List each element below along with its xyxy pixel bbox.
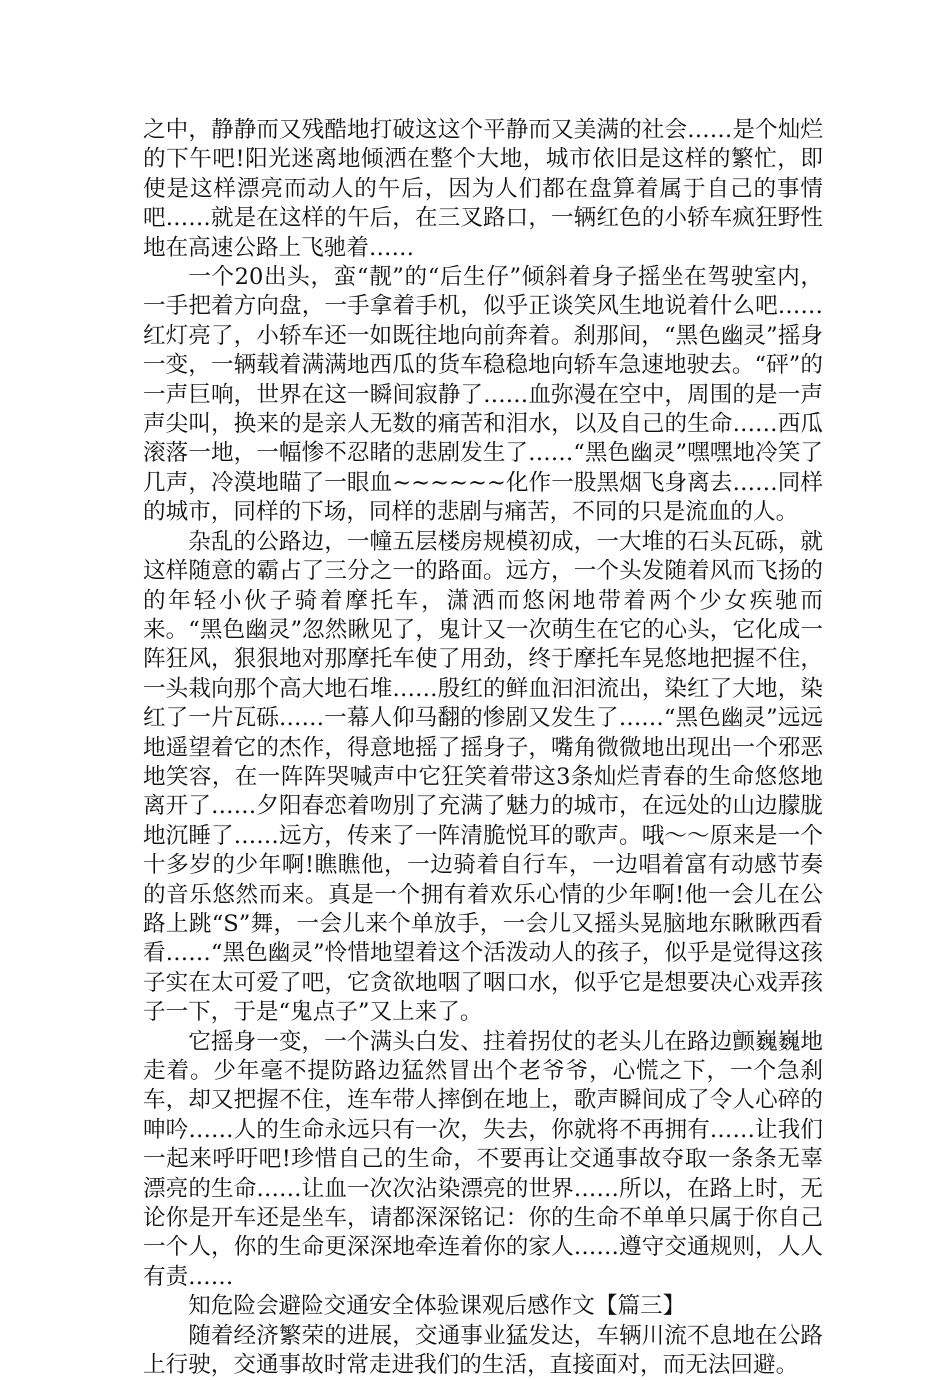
paragraph-motorcycle: 杂乱的公路边，一幢五层楼房规模初成，一大堆的石头瓦砾，就这样随意的霸占了三分之一的路面。远方，一个头发随着风而飞扬的的年轻小伙子骑着摩托车，潇洒而悠闲地带着两个少女疾驰而来。“黑色幽灵”忽然瞅见了，鬼计又一次萌生在它的心头，它化成一阵狂风，狠狠地对那摩托车使了用劲，终于摩托车晃悠地把握不住，一头栽向那个高大地石堆……殷红的鲜血汩汩流出，染红了大地，染红了一片瓦砾……一幕人仰马翻的惨剧又发生了……“黑色幽灵”远远地遥望着它的杰作，得意地摇了摇身子，嘴角微微地出现出一个邪恶地笑容，在一阵阵哭喊声中它狂笑着带这3条灿烂青春的生命悠悠地离开了……夕阳春恋着吻別了充满了魅力的城市，在远处的山边朦胧地沉睡了……远方，传来了一阵清脆悦耳的歌声。哦～～原来是一个十多岁的少年啊!瞧瞧他，一边骑着自行车，一边唱着富有动感节奏的音乐悠然而来。真是一个拥有着欢乐心情的少年啊!他一会儿在公路上跳“S”舞，一会儿来个单放手，一会儿又摇头晃脑地东瞅瞅西看看……“黑色幽灵”怜惜地望着这个活泼动人的孩子，似乎是觉得这孩子实在太可爱了吧，它贪欲地咽了咽口水，似乎它是想要决心戏弄孩子一下，于是“鬼点子”又上来了。 [143,528,823,1026]
paragraph-section-three-intro: 随着经济繁荣的进展，交通事业猛发达，车辆川流不息地在公路上行驶，交通事故时常走进我们的生活，直接面对，而无法回避。 [143,1322,823,1379]
paragraph-young-driver: 一个20出头，蛮“靓”的“后生仔”倾斜着身子摇坐在驾驶室内，一手把着方向盘，一手拿着手机，似乎正谈笑风生地说着什么吧……红灯亮了，小轿车还一如既往地向前奔着。刹那间，“黑色幽灵”摇身一变，一辆载着满满地西瓜的货车稳稳地向轿车急速地驶去。“砰”的一声巨响，世界在这一瞬间寂静了……血弥漫在空中，周围的是一声声尖叫，换来的是亲人无数的痛苦和泪水，以及自己的生命……西瓜滚落一地，一幅惨不忍睹的悲剧发生了……“黑色幽灵”嘿嘿地冷笑了几声，冷漠地瞄了一眼血~~~~~~化作一股黑烟飞身离去……同样的城市，同样的下场，同样的悲剧与痛苦，不同的只是流血的人。 [143,264,823,526]
section-heading: 知危险会避险交通安全体验课观后感作文【篇三】 [188,1293,686,1320]
paragraph-old-man: 它摇身一变，一个满头白发、拄着拐仗的老头儿在路边颤巍巍地走着。少年毫不提防路边猛然冒出个老爷爷，心慌之下，一个急刹车，却又把握不住，连车带人摔倒在地上，歌声瞬间成了令人心碎的呻吟……人的生命永远只有一次，失去，你就将不再拥有……让我们一起来呼吁吧!珍惜自己的生命，不要再让交通事故夺取一条条无辜漂亮的生命……让血一次次沾染漂亮的世界……所以，在路上时，无论你是开车还是坐车，请都深深铭记：你的生命不单单只属于你自己一个人，你的生命更深深地牵连着你的家人……遵守交通规则，人人有责…… [143,1028,823,1290]
document-page [143,116,823,1380]
paragraph-continuation: 之中，静静而又残酷地打破这这个平静而又美满的社会……是个灿烂的下午吧!阳光迷离地倾洒在整个大地，城市依旧是这样的繁忙，即使是这样漂亮而动人的午后，因为人们都在盘算着属于自己的事情吧……就是在这样的午后，在三叉路口，一辆红色的小轿车疯狂野性地在高速公路上飞驰着…… [143,117,823,261]
